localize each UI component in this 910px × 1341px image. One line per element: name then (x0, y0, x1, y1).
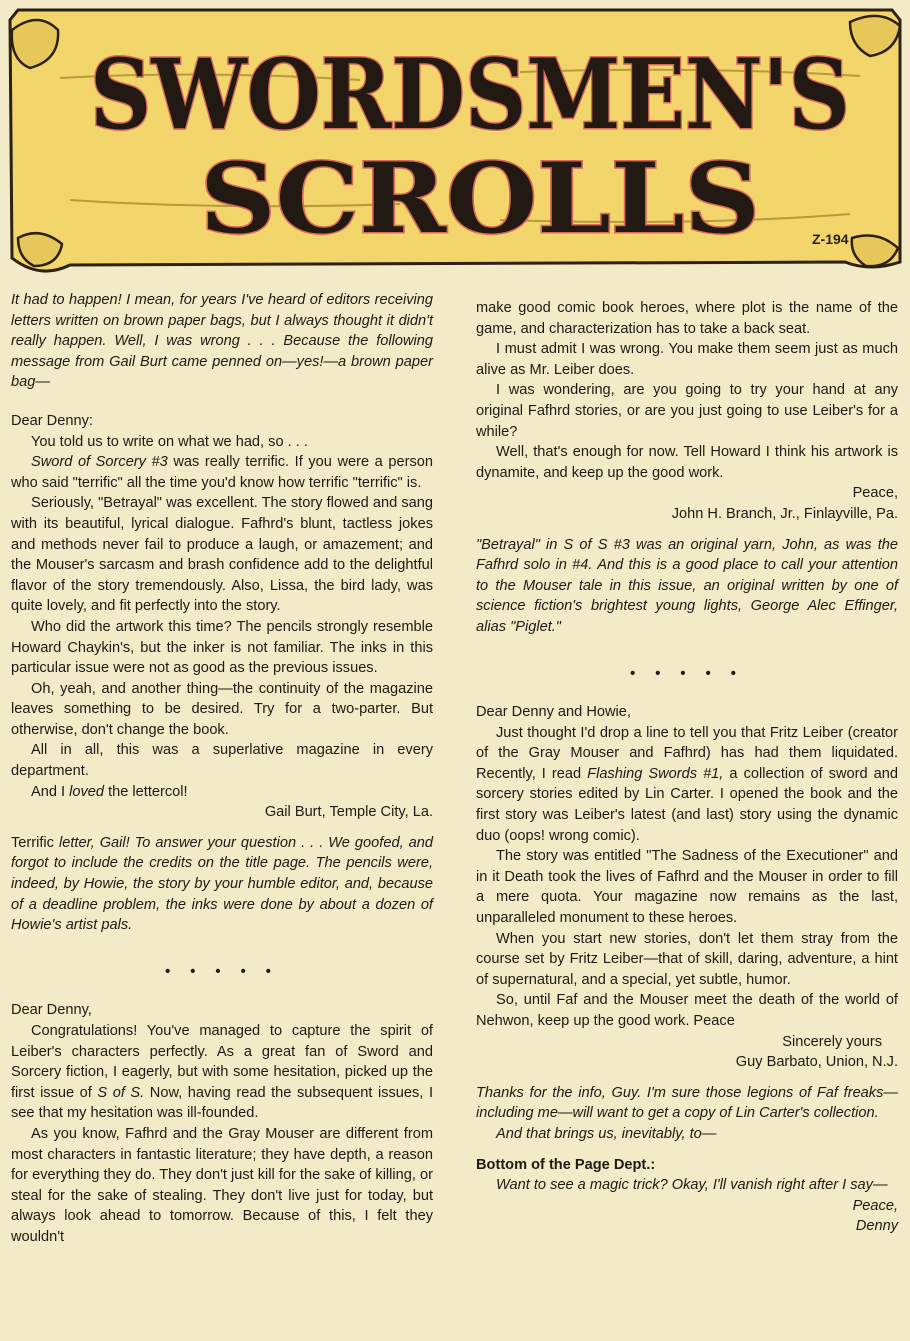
letter1-p7-start: And I (31, 783, 70, 800)
bottom-heading: Bottom of the Page Dept.: (476, 1156, 656, 1173)
letter1-p3: Seriously, "Betrayal" was excellent. The story flowed and sang with its beautiful, lyrical dialogue. Fafhrd's blunt, tactless jokes and methods never fail to produce a laugh, or amazement; and the Mouser's sarcasm and brash confidence add to the delightful flavor of the story tremendously. Also, Lissa, the bird lady, was quite lovely, and fit perfectly into the story. (11, 495, 433, 615)
letter3-p1-title: Flashing Swords #1, (587, 765, 724, 782)
reply1 (11, 833, 433, 936)
title-line-2: SCROLLS (200, 142, 760, 255)
letter2-cont-p2: I must admit I was wrong. You make them seem just as much alive as Mr. Leiber does. (476, 341, 898, 378)
reply1-text: letter, Gail! To answer your question . . . We goofed, and forgot to include the credits on the title page. The pencils were, indeed, by Howie, the story by your humble editor, and, because of a deadline problem, the inks were done by about a dozen of Howie's artist pals. (11, 834, 433, 934)
title-banner (0, 0, 910, 280)
bottom-signature: Denny (855, 1218, 898, 1235)
letter3-p4: So, until Faf and the Mouser meet the death of the world of Nehwon, keep up the good work. Peace (476, 992, 898, 1029)
letter2-cont-p1: make good comic book heroes, where plot is the name of the game, and characterization has to take a back seat. (476, 300, 898, 337)
letter2-cont-p3: I was wondering, are you going to try your hand at any original Fafhrd stories, or are you just going to use Leiber's for a while? (476, 382, 898, 440)
letter3-closing: Sincerely yours (782, 1033, 882, 1050)
letter3-signature: Guy Barbato, Union, N.J. (735, 1054, 898, 1071)
letter3-salutation: Dear Denny and Howie, (476, 704, 631, 721)
letter1-p2 (11, 452, 433, 493)
letter3-p1 (476, 723, 898, 847)
letter1-p1: You told us to write on what we had, so . . . (31, 433, 308, 450)
page-code: Z-194 (812, 231, 849, 247)
intro-note: It had to happen! I mean, for years I've heard of editors receiving letters written on brown paper bags, but I always thought it didn't really happen. Well, I was wrong . . . Because the following message from Gail Burt came penned on—yes!—a brown paper bag— (11, 292, 433, 391)
letter1-p4: Who did the artwork this time? The pencils strongly resemble Howard Chaykin's, but the inker is not familiar. The inks in this particular issue were not as good as the previous issues. (11, 618, 433, 677)
letter1-p6: All in all, this was a superlative magazine in every department. (11, 742, 433, 780)
letter3-p2: The story was entitled "The Sadness of the Executioner" and in it Death took the lives of Fafhrd and the Mouser in order to fill a mere quota. Your magazine now remains as the last, unparalleled monument to these heroes. (476, 848, 898, 927)
letter1-p7 (11, 782, 433, 803)
letter2-signature: John H. Branch, Jr., Finlayville, Pa. (671, 505, 898, 522)
letter1-p7-end: the lettercol! (104, 783, 188, 800)
letter3-p1-start: Just thought I'd drop a line to tell you that Fritz Leiber (creator of the Gray Mouser and Fafhrd) has had them liquidated. Recently, I read (476, 724, 898, 782)
letter1-salutation: Dear Denny: (11, 412, 93, 429)
bottom-text: Want to see a magic trick? Okay, I'll vanish right after I say— (496, 1177, 888, 1194)
bottom-closing: Peace, (852, 1197, 898, 1214)
reply3-p2: And that brings us, inevitably, to— (496, 1125, 717, 1142)
separator: • • • • • (165, 963, 279, 980)
reply1-start: Terrific (11, 834, 59, 851)
letter2-p1-end: Now, having read the subsequent issues, I see that my hesitation was ill-founded. (11, 1084, 433, 1122)
reply2: "Betrayal" in S of S #3 was an original yarn, John, as was the Fafhrd solo in #4. And this is a good place to call your attention to the Mouser tale in this issue, an original written by one of science fiction's brightest young lights, George Alec Effinger, alias "Piglet." (476, 536, 898, 635)
separator: • • • • • (630, 665, 744, 682)
letter1-p2-text: was really terrific. If you were a person who said "terrific" all the time you'd know how terrific "terrific" is. (11, 454, 433, 491)
letter2-p2: As you know, Fafhrd and the Gray Mouser are different from most characters in fantastic literature; they have depth, a reason for everything they do. They don't just kill for the sake of killing, or steal for the sake of stealing. They don't live just for today, but always look ahead to tomorrow. Because of this, I felt they wouldn't (11, 1125, 433, 1245)
letter2-closing: Peace, (852, 485, 898, 502)
letter2-p1 (11, 1021, 433, 1124)
letter2-p1-title: S of S. (97, 1084, 145, 1101)
letter3-p3: When you start new stories, don't let them stray from the course set by Fritz Leiber—that of skill, daring, adventure, a hint of supernatural, and a special, yet subtle, humor. (476, 930, 898, 988)
right-column (476, 298, 898, 1237)
reply3-p1: Thanks for the info, Guy. I'm sure those legions of Faf freaks—including me—will want to get a copy of Lin Carter's collection. (476, 1084, 898, 1122)
letter2-salutation: Dear Denny, (11, 1002, 92, 1019)
letter2-p1-start: Congratulations! You've managed to capture the spirit of Leiber's characters perfectly. As a great fan of Sword and Sorcery fiction, I eagerly, but with some hesitation, picked up the first issue of (11, 1023, 433, 1101)
left-column (11, 290, 433, 1248)
letter2-cont-p4: Well, that's enough for now. Tell Howard I think his artwork is dynamite, and keep up the good work. (476, 444, 898, 481)
letter3-p1-end: a collection of sword and sorcery stories edited by Lin Carter. I opened the book and the first story was Leiber's latest (and last) story using the dynamic duo (oops! wrong comic). (476, 765, 898, 844)
letter1-p7-em: loved (69, 783, 105, 800)
letter1-book-title: Sword of Sorcery #3 (31, 454, 168, 471)
letter1-p5: Oh, yeah, and another thing—the continuity of the magazine leaves something to be desired. Try for a two-parter. But otherwise, don't change the book. (11, 680, 433, 738)
title-line-1: SWORDSMEN'S (90, 38, 850, 151)
letter1-signature: Gail Burt, Temple City, La. (264, 804, 433, 821)
